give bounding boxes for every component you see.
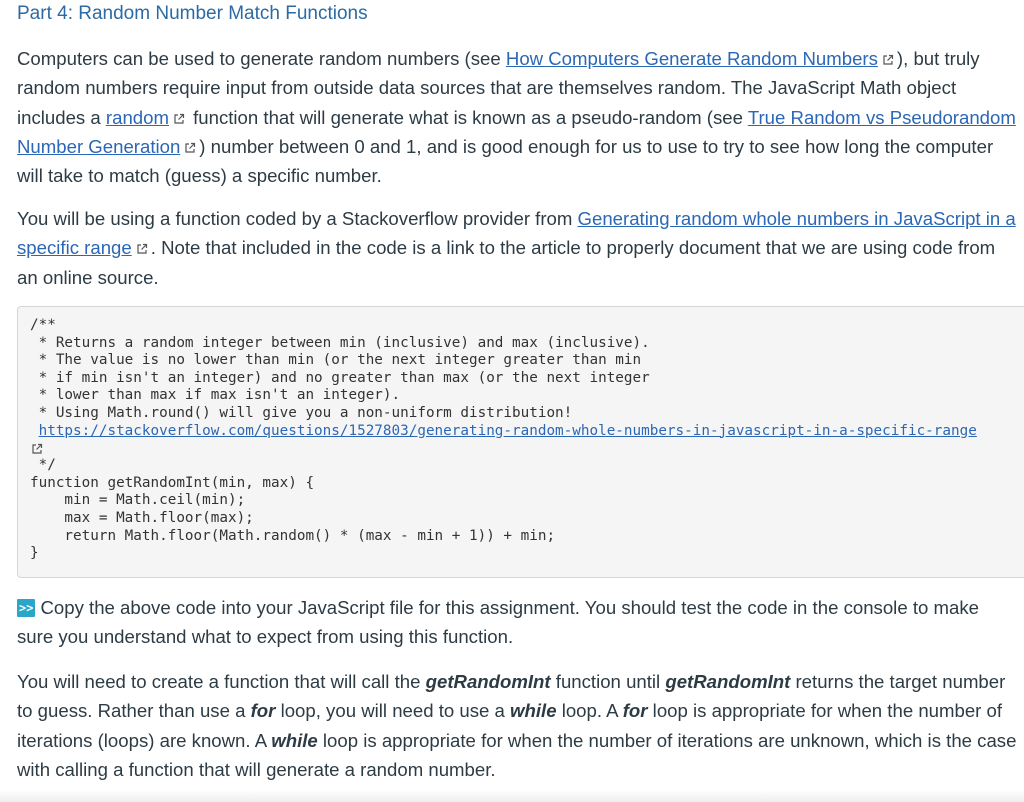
external-link-icon — [136, 243, 148, 255]
bottom-edge-shadow — [0, 790, 1024, 802]
text: ) number between 0 and 1, and is good enough for us to use to try to see how long the computer will take to match (guess) a specific number. — [17, 135, 994, 187]
text: returns the target number to guess. Rather than use a — [17, 671, 1006, 722]
code-listing — [30, 317, 977, 563]
text: Copy the above code into your JavaScript file for this assignment. You should test the code in the console to make sure you understand what to expect from using this function. — [17, 597, 979, 648]
text: loop, you will need to use a — [275, 700, 511, 722]
section-heading: Part 4: Random Number Match Functions — [17, 3, 368, 24]
keyword: for — [250, 700, 276, 722]
text: Computers can be used to generate random numbers (see — [17, 48, 506, 69]
stackoverflow-url-link[interactable]: https://stackoverflow.com/questions/1527803/generating-random-whole-numbers-in-javascript-in-a-specific-range — [38, 422, 977, 439]
keyword: while — [271, 729, 318, 751]
function-name: getRandomInt — [425, 671, 551, 692]
how-computers-generate-random-numbers-link[interactable]: How Computers Generate Random Numbers — [505, 48, 878, 69]
external-link-icon — [184, 142, 196, 154]
text: You will need to create a function that will call the — [17, 671, 426, 692]
text: loop is appropriate for when the number of iterations (loops) are known. A — [17, 700, 1003, 751]
text: function until — [550, 671, 666, 692]
external-link-icon — [173, 113, 185, 125]
true-random-vs-pseudorandom-link[interactable]: True Random vs Pseudorandom Number Generation — [17, 106, 1016, 157]
math-random-link[interactable]: random — [105, 106, 169, 128]
generating-random-whole-numbers-link[interactable]: Generating random whole numbers in JavaScript in a specific range — [17, 208, 1016, 259]
stackoverflow-paragraph — [17, 204, 1017, 292]
text: loop is appropriate for when the number of iterations are unknown, which is the case with calling a function that will generate a random number. — [17, 729, 1017, 780]
external-link-icon — [31, 443, 43, 455]
text: . Note that included in the code is a link to the article to properly document that we are using code from an online source. — [17, 237, 996, 288]
function-name: getRandomInt — [665, 671, 791, 692]
intro-paragraph — [17, 44, 1017, 190]
text: You will be using a function coded by a Stackoverflow provider from — [17, 208, 578, 229]
while-loop-paragraph — [17, 667, 1017, 784]
text: function that will generate what is known as a pseudo-random (see — [187, 106, 748, 128]
code-comment: /** * Returns a random integer between min (inclusive) and max (inclusive). * The value is no lower than min (or the next integer greater than min * if min isn't an integer) and no greater than max (or the next integer * lower than max if max isn't an integer). * Using Math.round() will give you a non-uniform distribution! — [30, 317, 650, 421]
keyword: while — [510, 700, 557, 722]
keyword: for — [622, 700, 648, 722]
copy-instruction-paragraph — [17, 593, 1017, 652]
code-block — [17, 306, 1024, 578]
text: loop. A — [556, 700, 623, 722]
text: ), but truly random numbers require input from outside data sources that are themselves random. The JavaScript Math object includes a — [17, 48, 980, 128]
external-link-icon — [882, 54, 894, 66]
code-function: */ function getRandomInt(min, max) { min = Math.ceil(min); max = Math.floor(max); return Math.floor(Math.random() * (max - min + 1)) + min; } — [30, 457, 556, 562]
instruction-badge: >> — [19, 601, 34, 615]
